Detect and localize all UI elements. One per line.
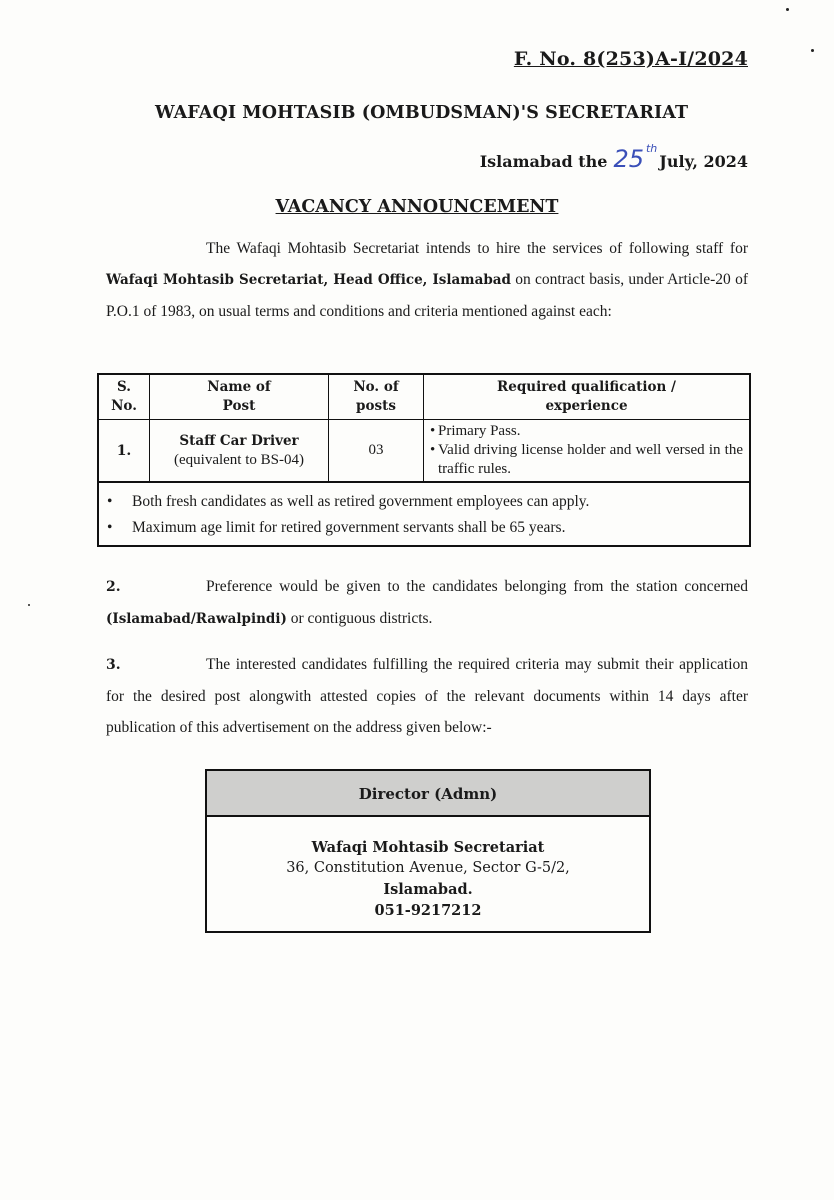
cell-sno: 1. bbox=[98, 420, 150, 483]
note-item: • Maximum age limit for retired government servants shall be 65 years. bbox=[107, 519, 566, 536]
address-city: Islamabad. bbox=[383, 881, 473, 898]
address-street: 36, Constitution Avenue, Sector G-5/2, bbox=[286, 860, 570, 876]
handwritten-day-suffix: th bbox=[645, 142, 658, 155]
paragraph-number: 3. bbox=[106, 657, 121, 673]
date-prefix: Islamabad the bbox=[479, 152, 608, 171]
organization-title: WAFAQI MOHTASIB (OMBUDSMAN)'S SECRETARIAT bbox=[155, 103, 689, 123]
qualification-item: • Primary Pass. bbox=[430, 423, 521, 439]
header-num-posts: No. of posts bbox=[329, 374, 424, 420]
date-suffix: July, 2024 bbox=[659, 152, 748, 171]
table-notes-row bbox=[98, 482, 750, 546]
address-box bbox=[205, 769, 651, 933]
paragraph-number: 2. bbox=[106, 579, 121, 595]
intro-text-1: The Wafaqi Mohtasib Secretariat intends to hire the services of following staff for bbox=[206, 240, 748, 257]
intro-text-2: on contract basis, under Article-20 of P.O.1 of 1983, on usual terms and conditions and criteria mentioned against each: bbox=[106, 271, 749, 320]
para2-text-2: or contiguous districts. bbox=[290, 610, 433, 627]
para2-text-1: Preference would be given to the candidates belonging from the station concerned bbox=[206, 578, 748, 595]
table-header-row bbox=[98, 374, 750, 420]
cell-num-posts: 03 bbox=[329, 420, 424, 483]
post-name: Staff Car Driver bbox=[179, 432, 299, 449]
handwritten-day: 25 bbox=[613, 145, 644, 173]
para3-text: The interested candidates fulfilling the required criteria may submit their application for the desired post alongwith attested copies of the relevant documents within 14 days after publication of this advertisement on the address given below:- bbox=[106, 656, 748, 736]
date-line bbox=[480, 143, 748, 171]
paragraph-3 bbox=[106, 649, 748, 743]
paragraph-2 bbox=[106, 571, 748, 635]
page-heading: VACANCY ANNOUNCEMENT bbox=[275, 197, 559, 217]
header-post: Name of Post bbox=[150, 374, 329, 420]
file-number: F. No. 8(253)A-I/2024 bbox=[513, 48, 748, 70]
cell-qualification bbox=[424, 420, 751, 483]
header-qualification: Required qualification / experience bbox=[424, 374, 751, 420]
intro-bold: Wafaqi Mohtasib Secretariat, Head Office, Islamabad bbox=[106, 272, 511, 288]
intro-paragraph bbox=[106, 233, 748, 327]
notes-cell bbox=[98, 482, 750, 546]
scan-speck bbox=[786, 8, 789, 11]
header-sno: S. No. bbox=[98, 374, 150, 420]
scan-speck bbox=[811, 49, 814, 52]
address-org: Wafaqi Mohtasib Secretariat bbox=[311, 839, 545, 856]
table-row bbox=[98, 420, 750, 483]
para2-bold: (Islamabad/Rawalpindi) bbox=[106, 611, 287, 627]
qualification-item: • Valid driving license holder and well versed in the traffic rules. bbox=[430, 442, 743, 477]
address-body bbox=[207, 817, 649, 931]
address-phone: 051-9217212 bbox=[374, 902, 482, 919]
address-title: Director (Admn) bbox=[207, 771, 649, 817]
vacancy-table bbox=[97, 373, 751, 547]
post-grade: (equivalent to BS-04) bbox=[174, 451, 304, 468]
scan-speck bbox=[28, 604, 30, 606]
note-item: • Both fresh candidates as well as retired government employees can apply. bbox=[107, 493, 590, 510]
cell-post bbox=[150, 420, 329, 483]
